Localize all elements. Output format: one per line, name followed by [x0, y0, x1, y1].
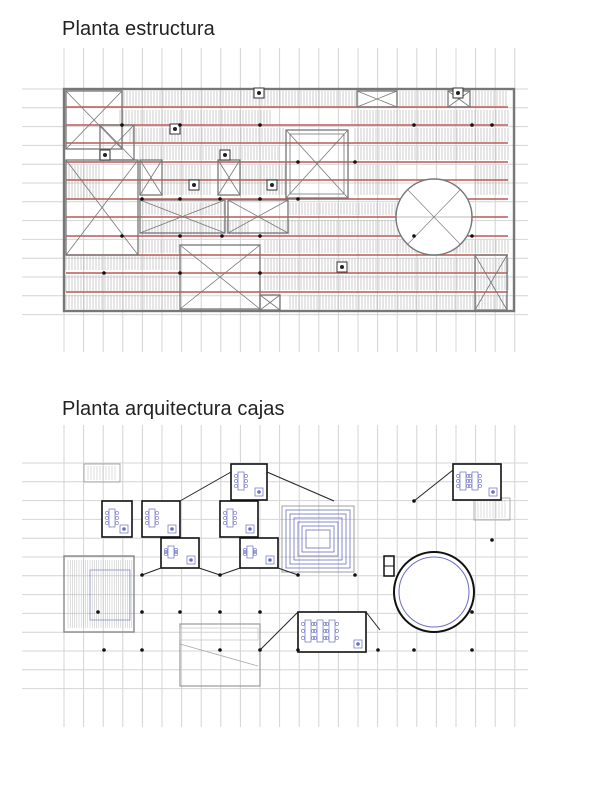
box-outline — [102, 501, 132, 537]
box-outline — [161, 538, 199, 568]
column — [470, 610, 474, 614]
column — [102, 648, 106, 652]
column — [140, 648, 144, 652]
box-west-2 — [142, 501, 180, 537]
column — [412, 123, 416, 127]
core-dot — [170, 527, 174, 531]
column — [120, 123, 124, 127]
column — [412, 234, 416, 238]
box-center-left — [220, 501, 258, 537]
column — [178, 197, 182, 201]
core-dot — [356, 642, 360, 646]
column — [178, 123, 182, 127]
connection-line — [180, 472, 231, 501]
connection-line — [267, 472, 334, 501]
column — [258, 271, 262, 275]
connection-line — [220, 568, 240, 575]
nw-stair — [84, 464, 120, 482]
box-top-center — [231, 464, 267, 500]
column — [412, 499, 416, 503]
box-outline — [142, 501, 180, 537]
void-ring — [306, 530, 330, 548]
column — [470, 123, 474, 127]
column — [353, 160, 357, 164]
box-south-center — [240, 538, 278, 568]
void-ring — [286, 510, 350, 568]
core-dot — [268, 558, 272, 562]
void-outline — [282, 506, 354, 572]
column — [376, 648, 380, 652]
column — [470, 648, 474, 652]
column — [412, 648, 416, 652]
column — [218, 197, 222, 201]
column — [258, 123, 262, 127]
column — [178, 234, 182, 238]
core-dot — [257, 490, 261, 494]
round-room-outer — [394, 552, 474, 632]
boxes-plan-title: Planta arquitectura cajas — [62, 398, 285, 420]
box-outline — [298, 612, 366, 652]
column — [140, 197, 144, 201]
column — [353, 573, 357, 577]
void-ring — [294, 518, 342, 560]
south-block-stripe — [180, 628, 258, 640]
column — [296, 160, 300, 164]
box-outline — [220, 501, 258, 537]
column — [258, 610, 262, 614]
box-south — [298, 612, 366, 652]
connection-line — [199, 568, 220, 575]
south-block-line — [180, 644, 258, 666]
box-south-west — [161, 538, 199, 568]
column — [296, 197, 300, 201]
box-ne — [453, 464, 501, 500]
core-dot — [103, 153, 107, 157]
box-outline — [231, 464, 267, 500]
column — [470, 234, 474, 238]
column — [296, 573, 300, 577]
core-dot — [223, 153, 227, 157]
core-dot — [192, 183, 196, 187]
core-dot — [270, 183, 274, 187]
column — [178, 610, 182, 614]
connection-line — [414, 470, 453, 501]
column — [258, 648, 262, 652]
connection-line — [142, 568, 161, 575]
column — [102, 271, 106, 275]
core-dot — [173, 127, 177, 131]
core-dot — [340, 265, 344, 269]
column — [178, 271, 182, 275]
central-void — [282, 506, 354, 572]
column — [220, 234, 224, 238]
column — [258, 234, 262, 238]
column — [218, 573, 222, 577]
column — [140, 573, 144, 577]
core-dot — [122, 527, 126, 531]
ne-stair — [474, 498, 510, 520]
core-dot — [189, 558, 193, 562]
box-outline — [240, 538, 278, 568]
column — [140, 610, 144, 614]
column — [218, 648, 222, 652]
connection-line — [260, 612, 298, 650]
connection-line — [278, 568, 298, 575]
column — [218, 610, 222, 614]
column — [490, 123, 494, 127]
column — [96, 610, 100, 614]
core-dot — [248, 527, 252, 531]
column — [296, 648, 300, 652]
box-west — [102, 501, 132, 537]
core-dot — [456, 91, 460, 95]
void-ring — [298, 522, 338, 556]
column — [120, 234, 124, 238]
structure-plan-title: Planta estructura — [62, 18, 215, 40]
column — [258, 197, 262, 201]
column — [490, 538, 494, 542]
core-dot — [491, 490, 495, 494]
core-dot — [257, 91, 261, 95]
